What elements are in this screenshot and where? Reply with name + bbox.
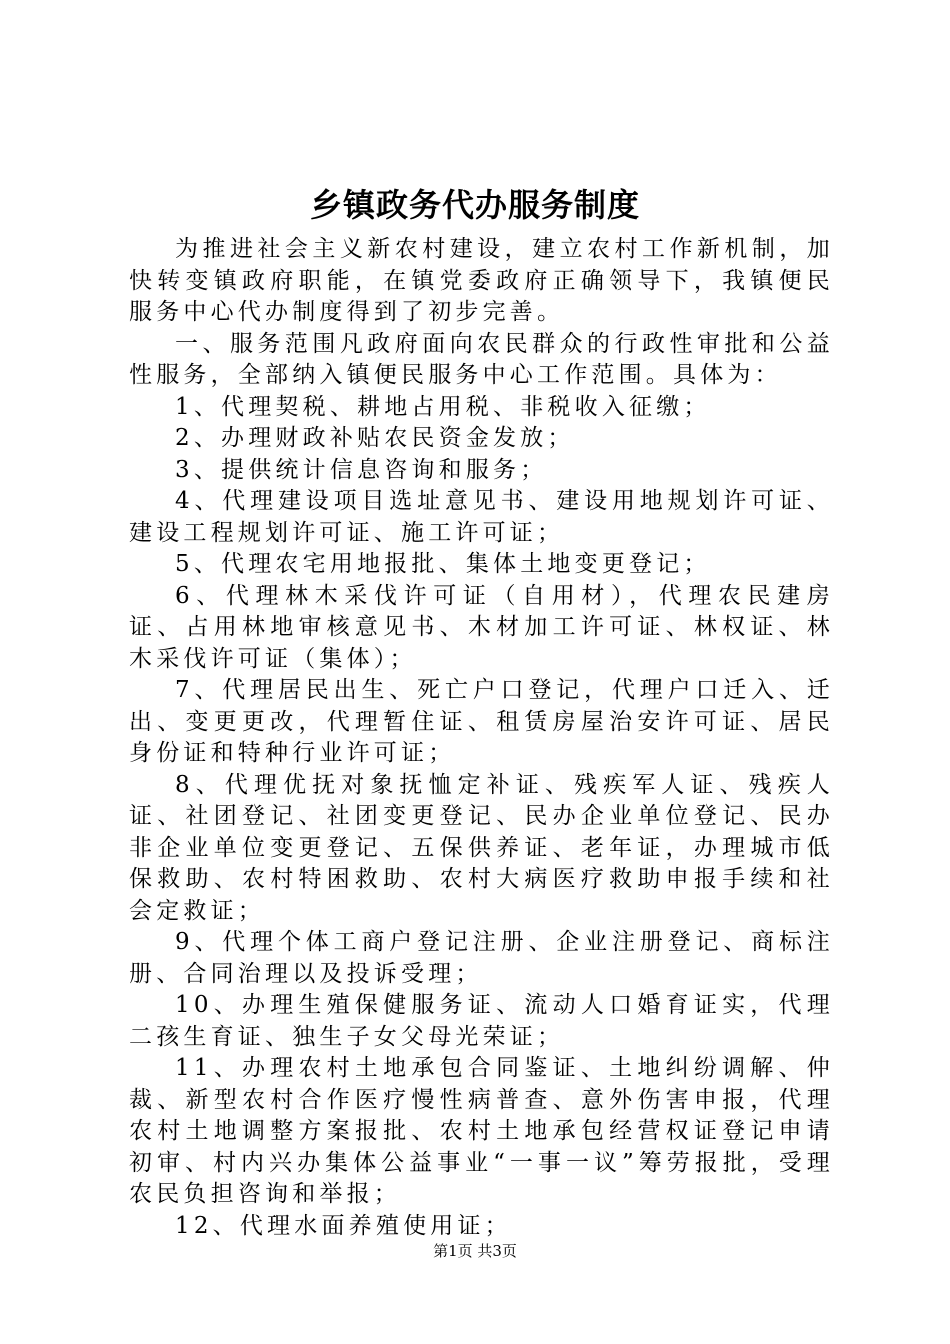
document-body: [129, 234, 834, 1242]
list-item: 11、办理农村土地承包合同鉴证、土地纠纷调解、仲裁、新型农村合作医疗慢性病普查、意外伤害申报，代理农村土地调整方案报批、农村土地承包经营权证登记申请初审、村内兴办集体公益事业“一事一议”筹劳报批，受理农民负担咨询和举报；: [129, 1055, 834, 1207]
list-item: 1、代理契税、耕地占用税、非税收入征缴；: [175, 393, 711, 420]
list-item: 8、代理优抚对象抚恤定补证、残疾军人证、残疾人证、社团登记、社团变更登记、民办企业单位登记、民办非企业单位变更登记、五保供养证、老年证，办理城市低保救助、农村特困救助、农村大病医疗救助申报手续和社会定救证；: [129, 771, 834, 924]
list-item: 3、提供统计信息咨询和服务；: [175, 456, 548, 483]
list-item: 5、代理农宅用地报批、集体土地变更登记；: [175, 551, 711, 577]
list-item: 4、代理建设项目选址意见书、建设用地规划许可证、建设工程规划许可证、施工许可证；: [129, 488, 834, 546]
page-number-footer: 第1页 共3页: [433, 1242, 517, 1260]
list-item: 6、代理林木采伐许可证（自用材），代理农民建房证、占用林地审核意见书、木材加工许可证、林权证、林木采伐许可证（集体）；: [129, 582, 834, 672]
document-title: 乡镇政务代办服务制度: [309, 186, 640, 224]
intro-paragraph: 为推进社会主义新农村建设，建立农村工作新机制，加快转变镇政府职能，在镇党委政府正确领导下，我镇便民服务中心代办制度得到了初步完善。: [129, 236, 834, 325]
section-heading-paragraph: 一、服务范围凡政府面向农民群众的行政性审批和公益性服务，全部纳入镇便民服务中心工作范围。具体为：: [129, 330, 834, 388]
list-item: 9、代理个体工商户登记注册、企业注册登记、商标注册、合同治理以及投诉受理；: [129, 929, 834, 987]
list-item: 2、办理财政补贴农民资金发放；: [175, 425, 575, 451]
list-item: 12、代理水面养殖使用证；: [175, 1212, 512, 1239]
list-item: 10、办理生殖保健服务证、流动人口婚育证实，代理二孩生育证、独生子女父母光荣证；: [129, 992, 834, 1050]
list-item: 7、代理居民出生、死亡户口登记，代理户口迁入、迁出、变更更改，代理暂住证、租赁房屋治安许可证、居民身份证和特种行业许可证；: [129, 677, 834, 766]
